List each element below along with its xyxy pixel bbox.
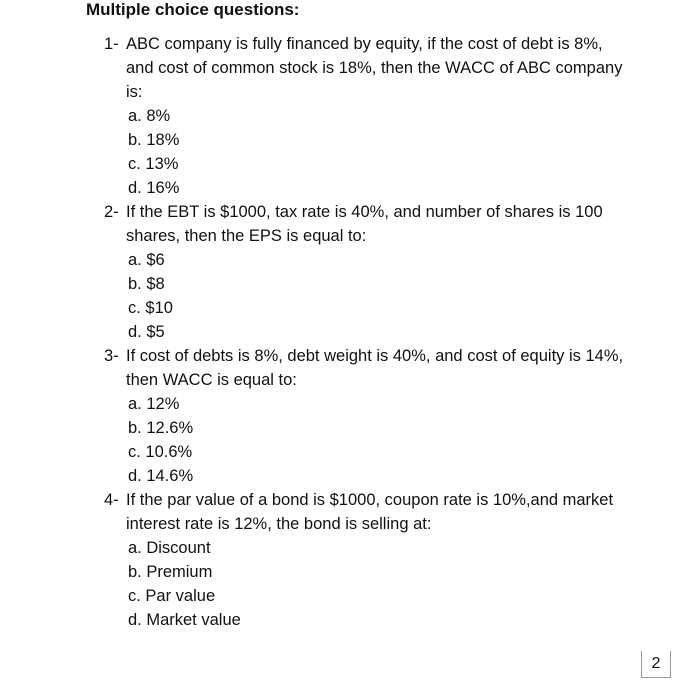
page-heading: Multiple choice questions: [86,0,300,19]
question-number: 2- [104,203,119,221]
question-text: ABC company is fully financed by equity, if the cost of debt is 8%, and cost of common stock is 18%, then the WACC of ABC company is: [126,35,623,101]
option-b: b. 12.6% [128,419,194,437]
option-d: d. Market value [128,611,241,629]
page-number: 2 [651,655,661,672]
page-number-box [641,651,671,678]
option-a: a. 8% [128,107,171,125]
option-a: a. Discount [128,539,211,557]
option-c: c. Par value [128,587,216,605]
question-number: 3- [104,347,119,365]
option-a: a. 12% [128,395,180,413]
option-b: b. 18% [128,131,180,149]
question-1 [0,32,700,200]
option-d: d. 16% [128,179,180,197]
question-text: If the par value of a bond is $1000, coupon rate is 10%,and market interest rate is 12%, the bond is selling at: [126,491,614,533]
page-number-underline [642,677,670,678]
option-b: b. Premium [128,563,213,581]
question-number: 4- [104,491,119,509]
question-text: If cost of debts is 8%, debt weight is 40%, and cost of equity is 14%, then WACC is equal to: [126,347,624,389]
option-a: a. $6 [128,251,165,269]
option-d: d. $5 [128,323,165,341]
question-number: 1- [104,35,119,53]
question-3 [0,344,700,488]
option-c: c. 13% [128,155,179,173]
question-4 [0,488,700,632]
option-b: b. $8 [128,275,165,293]
option-d: d. 14.6% [128,467,194,485]
question-list [0,32,700,632]
question-2 [0,200,700,344]
option-c: c. 10.6% [128,443,193,461]
option-c: c. $10 [128,299,173,317]
question-text: If the EBT is $1000, tax rate is 40%, and number of shares is 100 shares, then the EPS is equal to: [126,203,603,245]
